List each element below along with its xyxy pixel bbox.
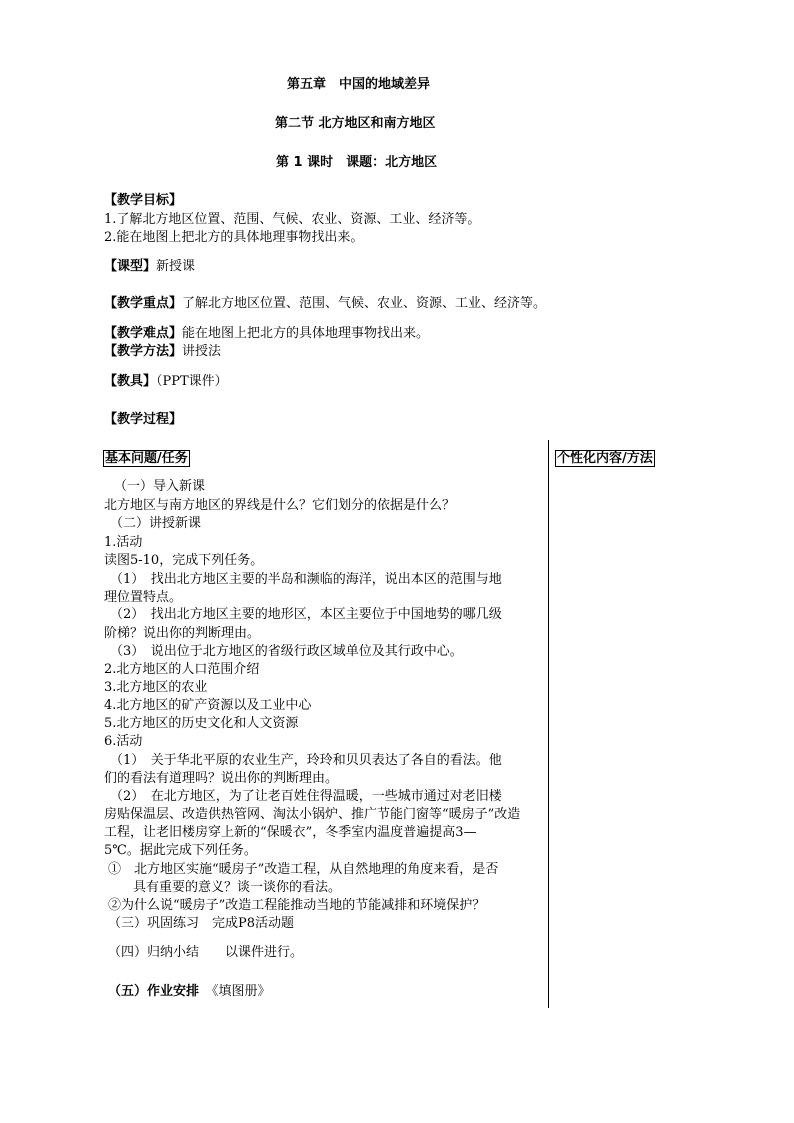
content-line: 2.北方地区的人口范围介绍 — [104, 662, 260, 677]
content-line: （1） 找出北方地区主要的半岛和濒临的海洋，说出本区的范围与地 — [110, 572, 502, 587]
tools — [104, 373, 228, 391]
right-column-header — [555, 450, 655, 468]
content-line: 阶梯？说出你的判断理由。 — [104, 626, 261, 641]
key-points-value: 了解北方地区位置、范围、气候、农业、资源、工业、经济等。 — [182, 296, 547, 311]
lesson-title: 第 1 课时 课题：北方地区 — [276, 155, 438, 170]
section-title: 第二节 北方地区和南方地区 — [275, 116, 436, 131]
content-line: ②为什么说“暖房子”改造工程能推动当地的节能减排和环境保护？ — [108, 898, 486, 913]
homework-label: （五）作业安排 — [108, 984, 200, 999]
content-line: ① 北方地区实施“暖房子”改造工程，从自然地理的角度来看，是否 — [108, 862, 499, 877]
method — [104, 343, 221, 361]
content-line: （3） 说出位于北方地区的省级行政区域单位及其行政中心。 — [110, 644, 463, 659]
content-line: （2） 在北方地区，为了让老百姓住得温暖，一些城市通过对老旧楼 — [110, 789, 502, 804]
course-type-label: 【课型】 — [104, 259, 157, 274]
content-line: 们的看法有道理吗？说出你的判断理由。 — [104, 771, 339, 786]
content-line: 5℃。据此完成下列任务。 — [104, 843, 257, 858]
content-line: 5.北方地区的历史文化和人文资源 — [104, 716, 299, 731]
course-type — [104, 258, 195, 276]
content-line: 3.北方地区的农业 — [104, 680, 208, 695]
process-label: 【教学过程】 — [104, 412, 183, 427]
difficulties — [104, 325, 429, 343]
chapter-title: 第五章 中国的地域差异 — [287, 77, 431, 92]
content-line: （2） 找出北方地区主要的地形区，本区主要位于中国地势的哪几级 — [110, 607, 502, 622]
objective-item: 1.了解北方地区位置、范围、气候、农业、资源、工业、经济等。 — [104, 212, 481, 227]
objective-item: 2.能在地图上把北方的具体地理事物找出来。 — [104, 230, 364, 245]
objectives-label: 【教学目标】 — [104, 193, 183, 208]
left-column-header-text: 基本问题/任务 — [105, 451, 188, 466]
content-line: （二）讲授新课 — [110, 516, 202, 531]
content-line: 1.活动 — [104, 535, 143, 550]
right-column-header-text: 个性化内容/方法 — [557, 451, 653, 466]
content-line: 4.北方地区的矿产资源以及工业中心 — [104, 698, 312, 713]
content-line: 理位置特点。 — [104, 590, 183, 605]
content-line: 读图5-10，完成下列任务。 — [104, 553, 264, 568]
content-line: （三）巩固练习 完成P8活动题 — [108, 916, 295, 931]
key-points-label: 【教学重点】 — [104, 296, 183, 311]
content-line: 6.活动 — [104, 734, 143, 749]
method-value: 讲授法 — [182, 344, 222, 359]
content-line: （一）导入新课 — [114, 479, 206, 494]
column-divider — [548, 440, 549, 1008]
tools-label: 【教具】 — [104, 374, 157, 389]
homework — [108, 983, 271, 1001]
content-line: 工程，让老旧楼房穿上新的“保暖衣”，冬季室内温度普遍提高3— — [104, 825, 477, 840]
difficulties-value: 能在地图上把北方的具体地理事物找出来。 — [182, 326, 430, 341]
content-line: （1） 关于华北平原的农业生产，玲玲和贝贝表达了各自的看法。他 — [110, 753, 502, 768]
homework-value: 《填图册》 — [212, 984, 271, 999]
left-column-header — [103, 450, 190, 468]
tools-value: （PPT课件） — [156, 374, 228, 389]
content-line: 房贴保温层、改造供热管网、淘汰小锅炉、推广节能门窗等“暖房子”改造 — [104, 807, 521, 822]
content-line: 具有重要的意义？谈一谈你的看法。 — [133, 880, 342, 895]
course-type-value: 新授课 — [156, 259, 196, 274]
difficulties-label: 【教学难点】 — [104, 326, 183, 341]
content-line: （四）归纳小结 以课件进行。 — [108, 945, 304, 960]
method-label: 【教学方法】 — [104, 344, 183, 359]
content-line: 北方地区与南方地区的界线是什么？它们划分的依据是什么？ — [104, 498, 456, 513]
key-points — [104, 295, 546, 313]
